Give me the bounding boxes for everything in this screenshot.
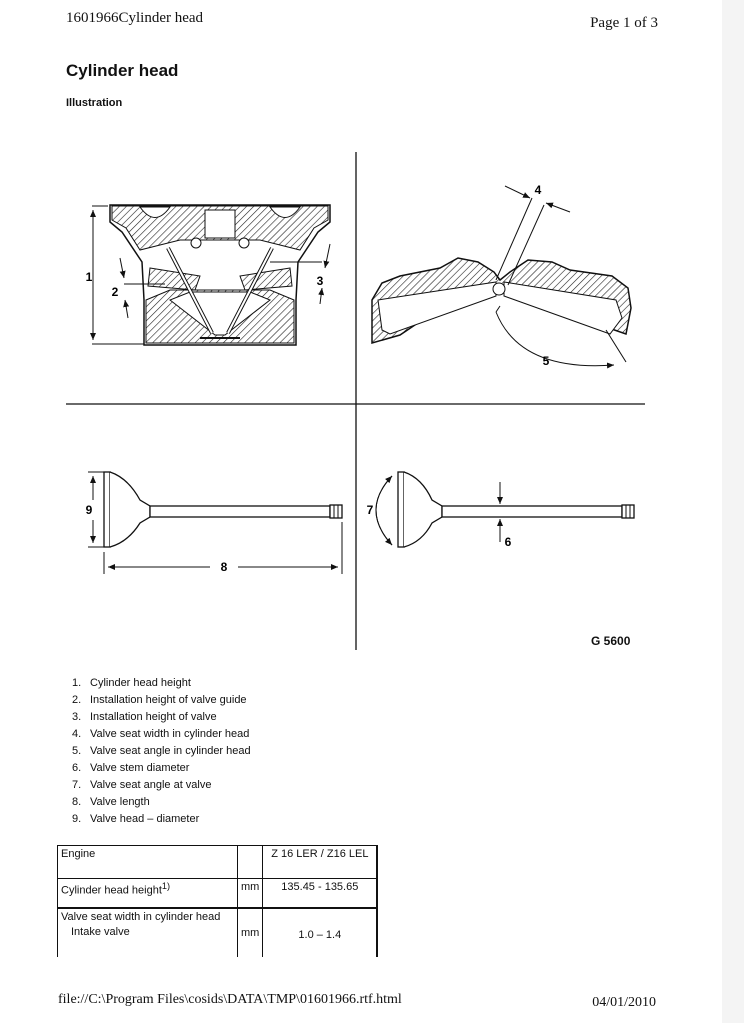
cylinder-head-section bbox=[110, 205, 330, 345]
valve-side-view-right bbox=[398, 472, 634, 547]
row-value: 1.0 – 1.4 bbox=[263, 908, 378, 957]
callout-4: 4 bbox=[534, 183, 542, 197]
row-label: Valve seat width in cylinder head Intake valve bbox=[58, 908, 238, 957]
callout-6: 6 bbox=[504, 535, 512, 549]
valve-side-view-left bbox=[104, 472, 342, 547]
valve-seat-detail bbox=[372, 258, 631, 343]
spec-table bbox=[57, 845, 378, 957]
callout-7: 7 bbox=[366, 503, 374, 517]
row-sublabel: Intake valve bbox=[71, 926, 130, 938]
row-unit: mm bbox=[238, 908, 263, 957]
legend-item: 8. Valve length bbox=[72, 796, 150, 808]
legend-list bbox=[72, 675, 251, 828]
row-value: 135.45 - 135.65 bbox=[263, 879, 378, 909]
engine-value: Z 16 LER / Z16 LEL bbox=[263, 846, 378, 879]
row-unit: mm bbox=[238, 879, 263, 909]
legend-item: 3. Installation height of valve bbox=[72, 711, 217, 723]
document-id: 1601966Cylinder head bbox=[66, 10, 204, 26]
unit-header bbox=[238, 846, 263, 879]
print-date: 04/01/2010 bbox=[592, 995, 656, 1010]
legend-item: 2. Installation height of valve guide bbox=[72, 694, 247, 706]
page-title: Cylinder head bbox=[66, 61, 179, 80]
file-path: file://C:\Program Files\cosids\DATA\TMP\01601966.rtf.html bbox=[58, 992, 402, 1007]
row-label: Cylinder head height$^{1)}$ bbox=[58, 879, 238, 909]
legend-item: 5. Valve seat angle in cylinder head bbox=[72, 745, 251, 757]
page-indicator: Page 1 of 3 bbox=[590, 15, 658, 31]
figure-code: G 5600 bbox=[591, 634, 631, 648]
engine-label: Engine bbox=[58, 846, 238, 879]
legend-item: 6. Valve stem diameter bbox=[72, 762, 190, 774]
callout-5: 5 bbox=[542, 354, 550, 368]
footnote-marker: 1) bbox=[161, 881, 171, 891]
callout-1: 1 bbox=[85, 270, 93, 284]
section-subtitle: Illustration bbox=[66, 97, 123, 109]
table-row bbox=[58, 879, 378, 909]
table-header-row bbox=[58, 846, 378, 879]
callout-9: 9 bbox=[85, 503, 93, 517]
legend-item: 4. Valve seat width in cylinder head bbox=[72, 728, 250, 740]
legend-item: 9. Valve head – diameter bbox=[72, 813, 200, 825]
legend-item: 7. Valve seat angle at valve bbox=[72, 779, 212, 791]
legend-item: 1. Cylinder head height bbox=[72, 677, 191, 689]
dimension-7 bbox=[376, 476, 392, 545]
table-row bbox=[58, 908, 378, 957]
callout-3: 3 bbox=[316, 274, 324, 288]
callout-2: 2 bbox=[111, 285, 119, 299]
callout-8: 8 bbox=[220, 560, 228, 574]
